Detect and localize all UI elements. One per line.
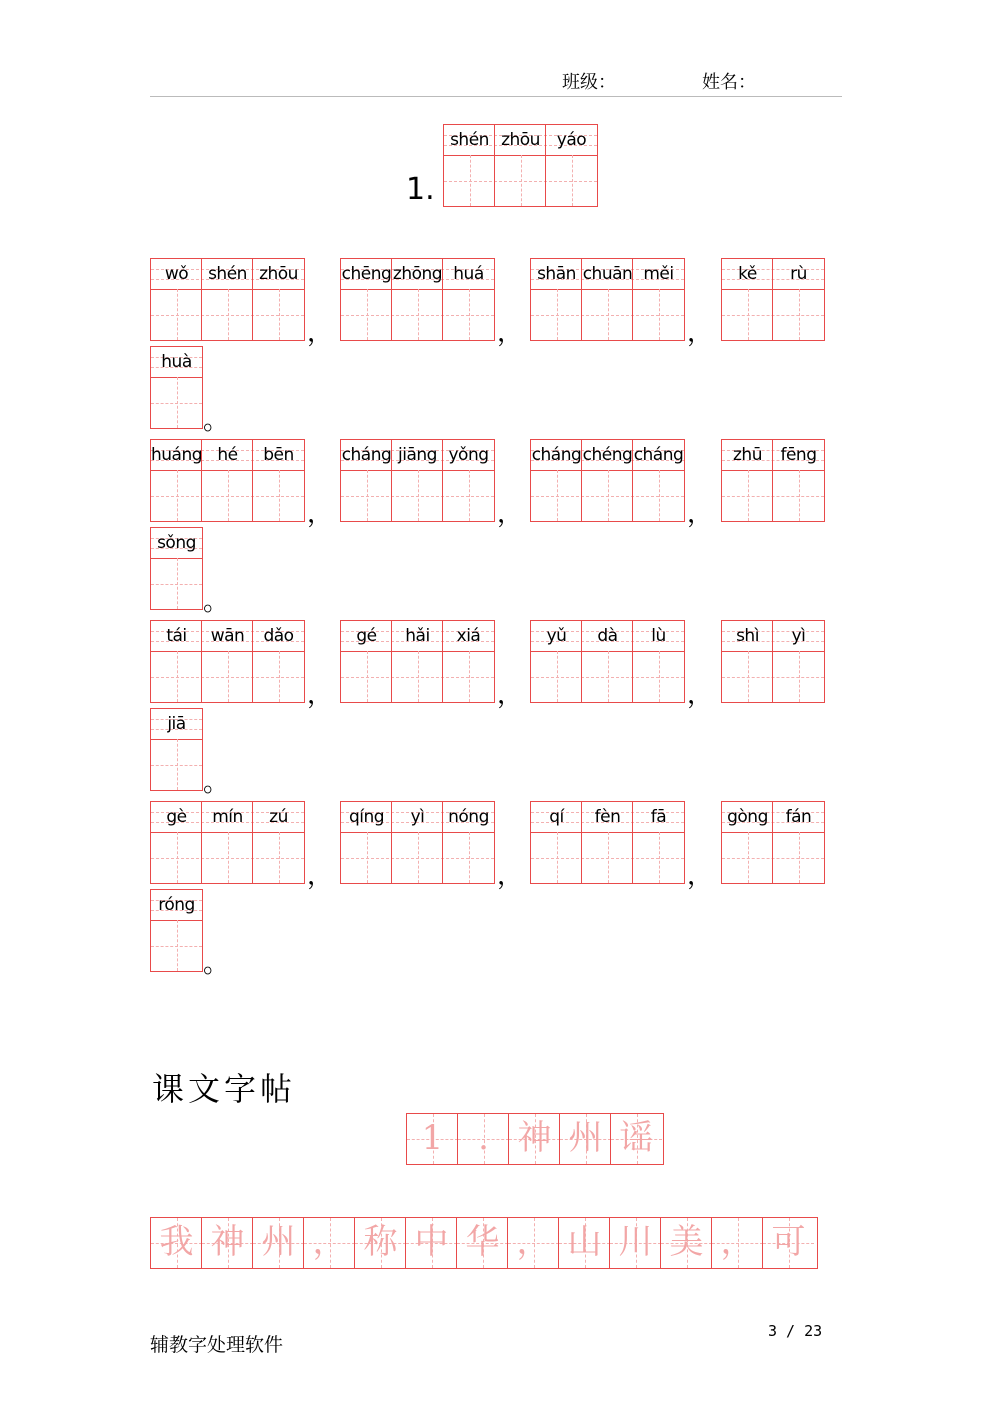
pinyin-syllable: tái	[166, 626, 187, 646]
pinyin-syllable: zhōu	[259, 264, 298, 284]
trace-character: 可	[771, 1222, 806, 1262]
punctuation-mark: 。	[203, 949, 230, 979]
trace-character: 华	[465, 1222, 500, 1262]
pinyin-grid	[530, 620, 685, 703]
page-number: 3 / 23	[768, 1322, 823, 1340]
grid-cell	[202, 802, 253, 883]
pinyin-syllable: shì	[736, 626, 759, 646]
grid-cell	[151, 259, 202, 340]
grid-cell	[202, 621, 253, 702]
pinyin-syllable: dà	[597, 626, 618, 646]
grid-cell	[392, 440, 443, 521]
grid-cell	[531, 440, 582, 521]
copybook-cell	[712, 1218, 763, 1268]
punctuation-mark: ，	[307, 861, 334, 891]
copybook-cell	[611, 1114, 662, 1164]
trace-character: ，	[312, 1222, 347, 1262]
pinyin-syllable: fā	[650, 807, 667, 827]
punctuation-mark: ，	[687, 861, 714, 891]
copybook-cell	[304, 1218, 355, 1268]
pinyin-grid	[150, 439, 305, 522]
trace-character: 州	[261, 1222, 296, 1262]
grid-cell	[633, 259, 684, 340]
pinyin-grid	[150, 346, 203, 429]
pinyin-syllable: fēng	[780, 445, 817, 465]
pinyin-syllable: sǒng	[157, 533, 196, 553]
copybook-cell	[202, 1218, 253, 1268]
punctuation-mark: ，	[687, 318, 714, 348]
pinyin-syllable: fán	[785, 807, 812, 827]
copybook-cell	[509, 1114, 560, 1164]
pinyin-grid	[721, 439, 825, 522]
trace-character: 我	[159, 1222, 194, 1262]
grid-cell	[531, 802, 582, 883]
pinyin-grid	[150, 620, 305, 703]
pinyin-syllable: zhōu	[501, 130, 540, 150]
grid-cell	[151, 802, 202, 883]
punctuation-mark: ，	[687, 499, 714, 529]
pinyin-syllable: dǎo	[263, 626, 294, 646]
grid-cell	[531, 621, 582, 702]
grid-cell	[773, 802, 824, 883]
pinyin-grid	[150, 801, 305, 884]
trace-character: 川	[618, 1222, 653, 1262]
pinyin-syllable: qíng	[348, 807, 385, 827]
punctuation-mark: 。	[203, 406, 230, 436]
pinyin-syllable: bēn	[263, 445, 294, 465]
grid-cell	[531, 259, 582, 340]
pinyin-grid	[443, 124, 598, 207]
punctuation-mark: ，	[307, 499, 334, 529]
pinyin-syllable: shén	[450, 130, 489, 150]
grid-cell	[443, 440, 494, 521]
pinyin-syllable: gòng	[727, 807, 768, 827]
pinyin-syllable: huáng	[151, 445, 203, 465]
pinyin-grid	[721, 801, 825, 884]
grid-cell	[392, 259, 443, 340]
copybook-cell	[661, 1218, 712, 1268]
grid-cell	[392, 802, 443, 883]
pinyin-grid	[150, 527, 203, 610]
trace-character: 山	[567, 1222, 602, 1262]
grid-cell	[773, 259, 824, 340]
pinyin-syllable: chēng	[341, 264, 392, 284]
pinyin-syllable: yì	[791, 626, 806, 646]
pinyin-syllable: chéng	[582, 445, 633, 465]
pinyin-syllable: yì	[410, 807, 425, 827]
pinyin-grid	[150, 889, 203, 972]
pinyin-syllable: hé	[217, 445, 238, 465]
grid-cell	[202, 259, 253, 340]
copybook-cell	[406, 1218, 457, 1268]
grid-cell	[444, 125, 495, 206]
pinyin-syllable: zhōng	[392, 264, 443, 284]
header-divider	[150, 96, 842, 97]
punctuation-mark: ，	[307, 318, 334, 348]
copybook-title-grid	[406, 1113, 664, 1165]
grid-cell	[443, 259, 494, 340]
trace-character: 神	[517, 1118, 552, 1158]
punctuation-mark: ，	[687, 680, 714, 710]
pinyin-syllable: nóng	[448, 807, 489, 827]
pinyin-syllable: gé	[356, 626, 377, 646]
grid-cell	[151, 621, 202, 702]
grid-cell	[495, 125, 546, 206]
pinyin-syllable: hǎi	[405, 626, 430, 646]
grid-cell	[151, 347, 202, 428]
pinyin-syllable: cháng	[341, 445, 392, 465]
pinyin-grid	[340, 258, 495, 341]
pinyin-syllable: měi	[643, 264, 674, 284]
punctuation-mark: 。	[203, 768, 230, 798]
grid-cell	[722, 259, 773, 340]
grid-cell	[151, 890, 202, 971]
grid-cell	[341, 802, 392, 883]
copybook-cell	[457, 1218, 508, 1268]
punctuation-mark: ，	[497, 499, 524, 529]
pinyin-syllable: qí	[549, 807, 564, 827]
grid-cell	[582, 802, 633, 883]
copybook-cell	[560, 1114, 611, 1164]
trace-character: 中	[414, 1222, 449, 1262]
pinyin-grid	[530, 439, 685, 522]
trace-character: ，	[720, 1222, 755, 1262]
pinyin-grid	[530, 801, 685, 884]
copybook-cell	[559, 1218, 610, 1268]
grid-cell	[341, 621, 392, 702]
footer-software: 辅教字处理软件	[150, 1334, 284, 1356]
grid-cell	[722, 621, 773, 702]
grid-cell	[633, 802, 684, 883]
grid-cell	[773, 440, 824, 521]
pinyin-syllable: chuān	[582, 264, 633, 284]
pinyin-syllable: huá	[453, 264, 484, 284]
pinyin-syllable: lù	[651, 626, 666, 646]
pinyin-syllable: jiā	[167, 714, 186, 734]
pinyin-syllable: yǒng	[448, 445, 489, 465]
grid-cell	[546, 125, 597, 206]
trace-character: 称	[363, 1222, 398, 1262]
pinyin-grid	[340, 801, 495, 884]
grid-cell	[151, 440, 202, 521]
pinyin-syllable: yáo	[556, 130, 587, 150]
pinyin-grid	[150, 708, 203, 791]
section-title: 课文字帖	[152, 1070, 297, 1108]
punctuation-mark: ，	[307, 680, 334, 710]
grid-cell	[253, 440, 304, 521]
pinyin-syllable: huà	[161, 352, 192, 372]
trace-character: .	[478, 1118, 489, 1158]
pinyin-syllable: cháng	[531, 445, 582, 465]
grid-cell	[633, 621, 684, 702]
copybook-cell	[151, 1218, 202, 1268]
copybook-cell	[407, 1114, 458, 1164]
copybook-line-grid	[150, 1217, 818, 1269]
pinyin-syllable: shān	[537, 264, 576, 284]
trace-character: 谣	[619, 1118, 654, 1158]
trace-character: 美	[669, 1222, 704, 1262]
name-label: 姓名：	[702, 72, 756, 93]
pinyin-syllable: rù	[790, 264, 807, 284]
grid-cell	[443, 802, 494, 883]
trace-character: 州	[568, 1118, 603, 1158]
grid-cell	[582, 621, 633, 702]
punctuation-mark: ，	[497, 861, 524, 891]
copybook-cell	[355, 1218, 406, 1268]
grid-cell	[392, 621, 443, 702]
grid-cell	[253, 802, 304, 883]
grid-cell	[582, 440, 633, 521]
trace-character: 1	[421, 1118, 444, 1158]
pinyin-grid	[340, 439, 495, 522]
punctuation-mark: ，	[497, 318, 524, 348]
trace-character: ，	[516, 1222, 551, 1262]
copybook-cell	[508, 1218, 559, 1268]
pinyin-syllable: kě	[738, 264, 757, 284]
pinyin-syllable: wān	[210, 626, 245, 646]
trace-character: 神	[210, 1222, 245, 1262]
pinyin-grid	[721, 620, 825, 703]
copybook-cell	[610, 1218, 661, 1268]
pinyin-syllable: fèn	[594, 807, 621, 827]
pinyin-grid	[721, 258, 825, 341]
grid-cell	[633, 440, 684, 521]
grid-cell	[341, 259, 392, 340]
pinyin-syllable: róng	[158, 895, 195, 915]
pinyin-syllable: zhū	[733, 445, 762, 465]
pinyin-grid	[340, 620, 495, 703]
pinyin-syllable: zú	[269, 807, 288, 827]
pinyin-syllable: yǔ	[546, 626, 567, 646]
pinyin-syllable: cháng	[633, 445, 684, 465]
punctuation-mark: ，	[497, 680, 524, 710]
punctuation-mark: 。	[203, 587, 230, 617]
grid-cell	[722, 440, 773, 521]
pinyin-syllable: jiāng	[398, 445, 437, 465]
class-label: 班级：	[562, 72, 616, 93]
copybook-cell	[458, 1114, 509, 1164]
grid-cell	[151, 528, 202, 609]
grid-cell	[253, 621, 304, 702]
grid-cell	[582, 259, 633, 340]
pinyin-syllable: mín	[212, 807, 243, 827]
copybook-cell	[763, 1218, 814, 1268]
grid-cell	[341, 440, 392, 521]
pinyin-grid	[530, 258, 685, 341]
grid-cell	[443, 621, 494, 702]
pinyin-grid	[150, 258, 305, 341]
grid-cell	[202, 440, 253, 521]
pinyin-syllable: xiá	[456, 626, 481, 646]
grid-cell	[722, 802, 773, 883]
grid-cell	[151, 709, 202, 790]
copybook-cell	[253, 1218, 304, 1268]
pinyin-syllable: gè	[166, 807, 187, 827]
lesson-number: 1.	[406, 172, 435, 207]
pinyin-syllable: shén	[208, 264, 247, 284]
grid-cell	[253, 259, 304, 340]
pinyin-syllable: wǒ	[164, 264, 189, 284]
grid-cell	[773, 621, 824, 702]
